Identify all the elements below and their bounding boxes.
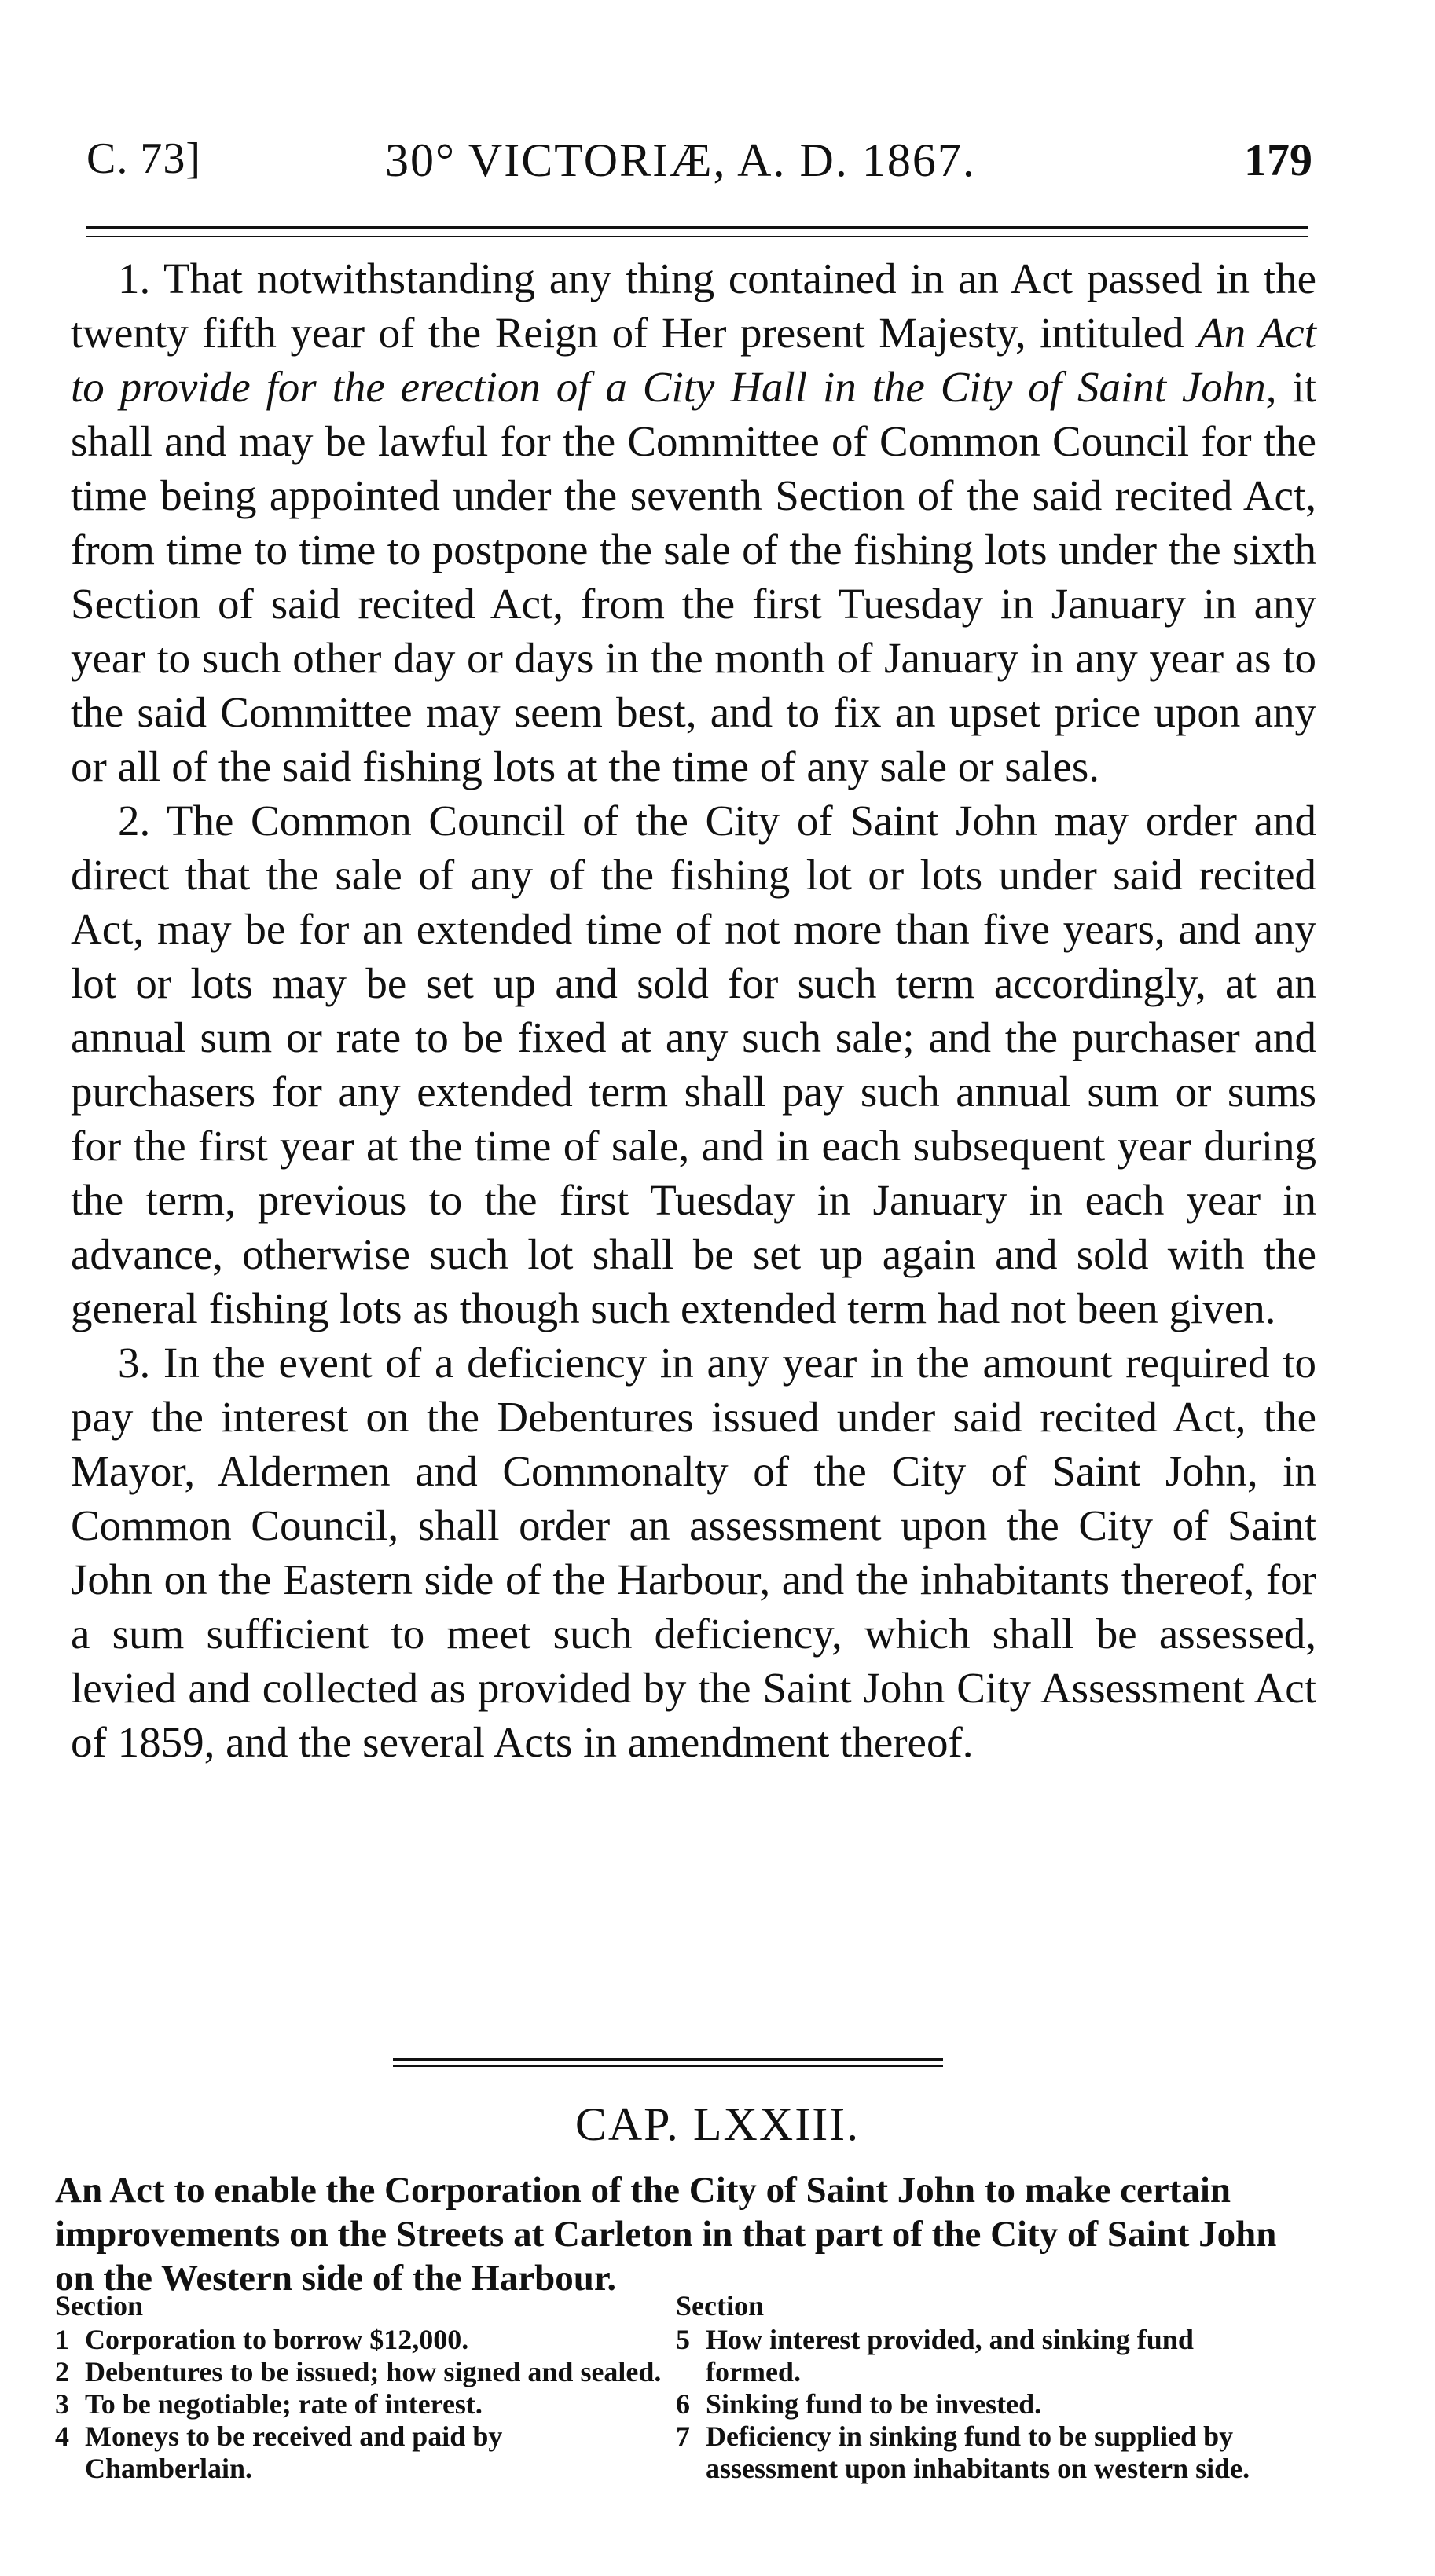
chapter-divider-rule <box>393 2058 943 2067</box>
item-number: 4 <box>55 2420 69 2452</box>
list-item <box>676 2388 1289 2420</box>
section-number: 3. <box>118 1339 151 1387</box>
running-header <box>86 134 1312 220</box>
running-title: 30° VICTORIÆ, A. D. 1867. <box>385 134 976 186</box>
header-rule <box>86 226 1308 237</box>
act-title-italic: An Act to provide for the erection of a City Hall in the City of Saint John, <box>71 309 1316 411</box>
item-text: How interest provided, and sinking fund formed. <box>706 2324 1194 2387</box>
item-text: To be negotiable; rate of interest. <box>85 2388 483 2420</box>
item-text: Moneys to be received and paid by Chamberlain. <box>85 2420 503 2484</box>
section-text: The Common Council of the City of Saint John may order and direct that the sale of any of the fishing lot or lots under said recited Act, may be for an extended time of not more than five years, and any lot or lots may be set up and sold for such term accordingly, at an annual sum or rate to be fixed at any such sale; and the purchaser and purchasers for any extended term shall pay such annual sum or sums for the first year at the time of sale, and in each subsequent year during the term, previous to the first Tuesday in January in each year in advance, otherwise such lot shall be set up again and sold with the general fishing lots as though such extended term had not been given. <box>71 797 1317 1332</box>
section-number: 1. <box>118 255 151 302</box>
list-item <box>55 2324 668 2356</box>
section-3 <box>71 1336 1316 1769</box>
item-text: Debentures to be issued; how signed and sealed. <box>85 2356 662 2387</box>
contents-heading: Section <box>55 2290 143 2321</box>
list-item <box>676 2420 1289 2485</box>
contents-column-right <box>676 2290 1289 2485</box>
item-number: 6 <box>676 2388 690 2420</box>
contents-heading: Section <box>676 2290 764 2321</box>
section-2 <box>71 793 1316 1336</box>
section-number: 2. <box>118 797 151 845</box>
list-item <box>676 2324 1289 2388</box>
chapter-reference: C. 73] <box>86 134 201 183</box>
section-1 <box>71 251 1316 793</box>
act-body <box>71 251 1316 1769</box>
section-text: it shall and may be lawful for the Committee of Common Council for the time being appointed under the seventh Section of the said recited Act, from time to time to postpone the sale of the fishing lots under the sixth Section of said recited Act, from the first Tuesday in January in any year to such other day or days in the month of January in any year as to the said Committee may seem best, and to fix an upset price upon any or all of the said fishing lots at the time of any sale or sales. <box>71 363 1317 790</box>
item-number: 5 <box>676 2324 690 2355</box>
item-number: 7 <box>676 2420 690 2452</box>
page-number: 179 <box>1244 134 1312 185</box>
list-item <box>55 2420 668 2485</box>
item-number: 2 <box>55 2356 69 2387</box>
item-text: Corporation to borrow $12,000. <box>85 2324 469 2355</box>
item-text: Deficiency in sinking fund to be supplied by assessment upon inhabitants on western side. <box>706 2420 1250 2484</box>
list-item <box>55 2356 668 2388</box>
chapter-heading: CAP. LXXIII. <box>574 2098 861 2150</box>
section-text: In the event of a deficiency in any year in the amount required to pay the interest on the Debentures issued under said recited Act, the Mayor, Aldermen and Commonalty of the City of Saint John, in Common Council, shall order an assessment upon the City of Saint John on the Eastern side of the Harbour, and the inhabitants thereof, for a sum sufficient to meet such deficiency, which shall be assessed, levied and collected as provided by the Saint John City Assessment Act of 1859, and the several Acts in amendment thereof. <box>71 1339 1317 1766</box>
section-text: That notwithstanding any thing contained in an Act passed in the twenty fifth year of the Reign of Her present Majesty, intituled <box>71 255 1317 357</box>
item-number: 1 <box>55 2324 69 2355</box>
list-item <box>55 2388 668 2420</box>
chapter-title: An Act to enable the Corporation of the City of Saint John to make certain improvements on the Streets at Carleton in that part of the City of Saint John on the Western side of the Harbour. <box>55 2170 1277 2299</box>
contents-column-left <box>55 2290 668 2485</box>
item-text: Sinking fund to be invested. <box>706 2388 1042 2420</box>
item-number: 3 <box>55 2388 69 2420</box>
